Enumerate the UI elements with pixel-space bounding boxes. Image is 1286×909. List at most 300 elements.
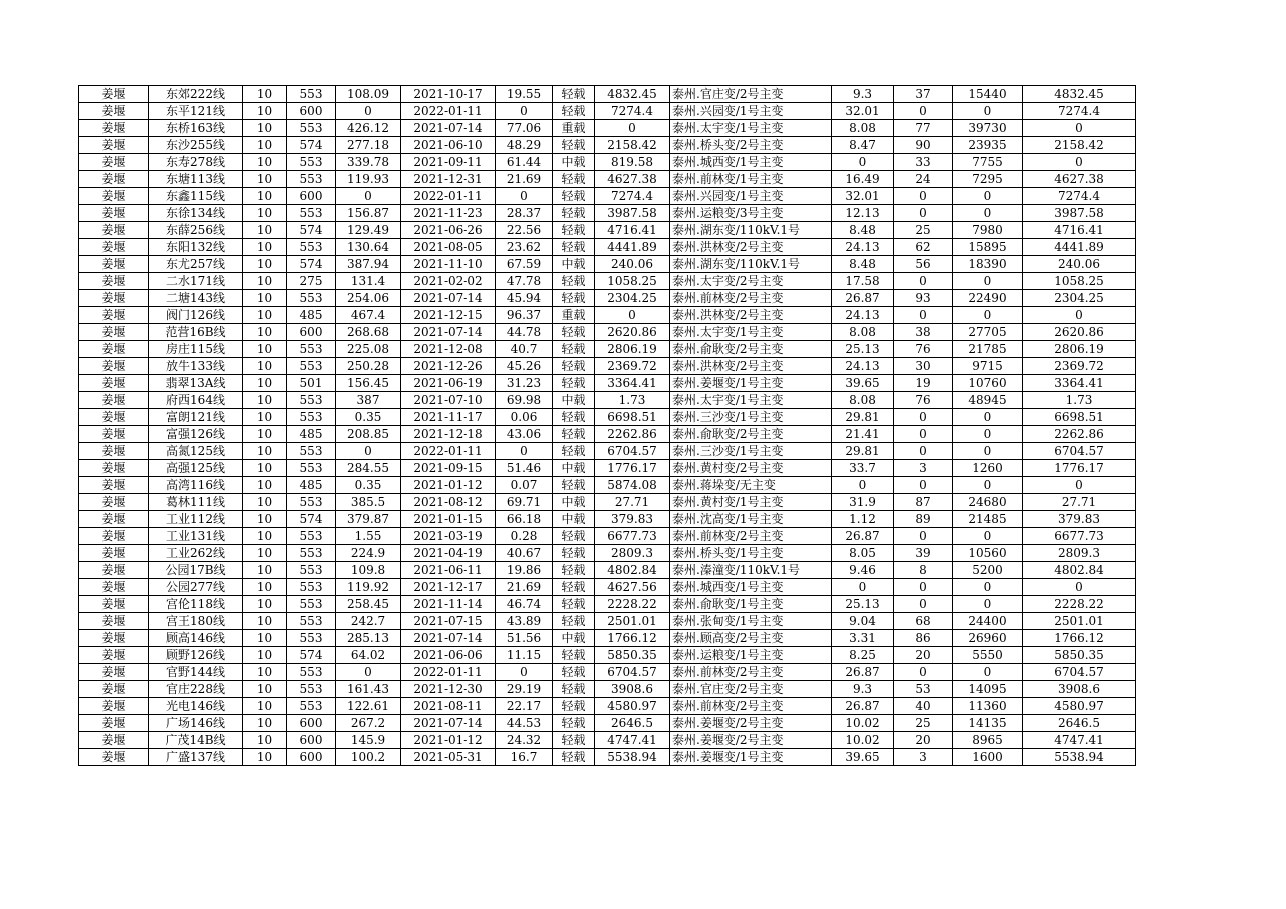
cell-line-name: 东塘113线 [149,171,243,188]
cell-capacity: 600 [287,188,336,205]
cell-margin: 2304.25 [595,290,670,307]
cell-count: 93 [894,290,953,307]
cell-margin: 2646.5 [595,715,670,732]
cell-value: 9715 [953,358,1023,375]
cell-final-margin: 2304.25 [1023,290,1136,307]
cell-capacity: 600 [287,749,336,766]
cell-value: 22490 [953,290,1023,307]
cell-final-margin: 0 [1023,154,1136,171]
cell-margin: 5850.35 [595,647,670,664]
cell-date: 2021-12-08 [401,341,496,358]
cell-value: 48945 [953,392,1023,409]
cell-count: 53 [894,681,953,698]
cell-load: 0 [336,664,401,681]
cell-substation-transformer: 泰州.蒋垛变/无主变 [670,477,832,494]
cell-line-name: 高氮125线 [149,443,243,460]
cell-load: 131.4 [336,273,401,290]
cell-load-status: 轻载 [553,205,595,222]
cell-region: 姜堰 [79,664,149,681]
cell-transformer-rate: 26.87 [832,290,894,307]
cell-voltage: 10 [243,171,287,188]
cell-final-margin: 4802.84 [1023,562,1136,579]
cell-load-rate: 43.06 [496,426,553,443]
cell-substation-transformer: 泰州.太宇变/1号主变 [670,392,832,409]
cell-region: 姜堰 [79,256,149,273]
cell-transformer-rate: 39.65 [832,375,894,392]
cell-substation-transformer: 泰州.前林变/2号主变 [670,290,832,307]
cell-date: 2021-12-31 [401,171,496,188]
cell-voltage: 10 [243,120,287,137]
cell-load-status: 中载 [553,630,595,647]
table-row [79,460,1136,477]
cell-date: 2021-03-19 [401,528,496,545]
table-row [79,613,1136,630]
cell-date: 2021-12-30 [401,681,496,698]
cell-count: 0 [894,596,953,613]
cell-region: 姜堰 [79,239,149,256]
cell-date: 2021-11-23 [401,205,496,222]
cell-value: 0 [953,579,1023,596]
cell-capacity: 553 [287,290,336,307]
cell-load: 130.64 [336,239,401,256]
cell-substation-transformer: 泰州.姜堰变/2号主变 [670,715,832,732]
cell-voltage: 10 [243,86,287,103]
cell-margin: 2369.72 [595,358,670,375]
cell-region: 姜堰 [79,511,149,528]
cell-load-status: 轻载 [553,545,595,562]
cell-voltage: 10 [243,137,287,154]
cell-margin: 1776.17 [595,460,670,477]
cell-substation-transformer: 泰州.运粮变/3号主变 [670,205,832,222]
cell-capacity: 553 [287,392,336,409]
cell-capacity: 553 [287,613,336,630]
cell-load: 208.85 [336,426,401,443]
cell-load-status: 中载 [553,256,595,273]
cell-region: 姜堰 [79,426,149,443]
cell-line-name: 高强125线 [149,460,243,477]
cell-value: 15440 [953,86,1023,103]
cell-transformer-rate: 29.81 [832,409,894,426]
cell-transformer-rate: 10.02 [832,732,894,749]
cell-capacity: 553 [287,443,336,460]
cell-region: 姜堰 [79,392,149,409]
cell-load: 0 [336,103,401,120]
cell-line-name: 工业131线 [149,528,243,545]
cell-load-rate: 44.78 [496,324,553,341]
cell-line-name: 东尤257线 [149,256,243,273]
table-body [79,86,1136,766]
cell-margin: 2620.86 [595,324,670,341]
cell-final-margin: 3908.6 [1023,681,1136,698]
cell-capacity: 574 [287,256,336,273]
table-row [79,562,1136,579]
cell-final-margin: 2620.86 [1023,324,1136,341]
cell-load-status: 轻载 [553,715,595,732]
cell-load: 385.5 [336,494,401,511]
cell-value: 24400 [953,613,1023,630]
cell-voltage: 10 [243,239,287,256]
cell-final-margin: 6677.73 [1023,528,1136,545]
cell-line-name: 宫伦118线 [149,596,243,613]
cell-load-rate: 61.44 [496,154,553,171]
cell-substation-transformer: 泰州.城西变/1号主变 [670,579,832,596]
cell-count: 76 [894,341,953,358]
cell-load-rate: 16.7 [496,749,553,766]
cell-line-name: 阀门126线 [149,307,243,324]
cell-value: 14095 [953,681,1023,698]
cell-capacity: 553 [287,664,336,681]
cell-voltage: 10 [243,494,287,511]
cell-final-margin: 4580.97 [1023,698,1136,715]
cell-voltage: 10 [243,341,287,358]
cell-region: 姜堰 [79,171,149,188]
cell-transformer-rate: 24.13 [832,307,894,324]
cell-voltage: 10 [243,562,287,579]
cell-count: 0 [894,528,953,545]
cell-final-margin: 4441.89 [1023,239,1136,256]
cell-load-status: 轻载 [553,562,595,579]
cell-load-rate: 24.32 [496,732,553,749]
cell-margin: 0 [595,120,670,137]
cell-substation-transformer: 泰州.俞耿变/2号主变 [670,341,832,358]
cell-load-status: 重载 [553,120,595,137]
cell-capacity: 501 [287,375,336,392]
table-row [79,188,1136,205]
cell-value: 0 [953,528,1023,545]
cell-value: 21485 [953,511,1023,528]
cell-count: 25 [894,222,953,239]
cell-transformer-rate: 8.48 [832,222,894,239]
cell-capacity: 553 [287,579,336,596]
cell-load-status: 轻载 [553,613,595,630]
cell-voltage: 10 [243,256,287,273]
cell-line-name: 东薛256线 [149,222,243,239]
cell-margin: 6698.51 [595,409,670,426]
table-row [79,579,1136,596]
cell-date: 2022-01-11 [401,103,496,120]
cell-line-name: 东桥163线 [149,120,243,137]
table-row [79,205,1136,222]
cell-region: 姜堰 [79,290,149,307]
cell-capacity: 553 [287,358,336,375]
cell-line-name: 东徐134线 [149,205,243,222]
cell-capacity: 553 [287,341,336,358]
cell-substation-transformer: 泰州.三沙变/1号主变 [670,409,832,426]
cell-count: 68 [894,613,953,630]
cell-load: 268.68 [336,324,401,341]
cell-region: 姜堰 [79,443,149,460]
cell-transformer-rate: 1.12 [832,511,894,528]
cell-line-name: 广盛137线 [149,749,243,766]
cell-date: 2021-01-12 [401,477,496,494]
table-row [79,392,1136,409]
cell-load: 1.55 [336,528,401,545]
table-row [79,545,1136,562]
cell-line-name: 府西164线 [149,392,243,409]
cell-value: 5200 [953,562,1023,579]
cell-load: 0.35 [336,409,401,426]
cell-region: 姜堰 [79,222,149,239]
cell-transformer-rate: 29.81 [832,443,894,460]
cell-transformer-rate: 9.3 [832,681,894,698]
cell-margin: 4747.41 [595,732,670,749]
cell-load-status: 轻载 [553,188,595,205]
table-row [79,749,1136,766]
cell-date: 2021-04-19 [401,545,496,562]
cell-region: 姜堰 [79,528,149,545]
table-row [79,154,1136,171]
cell-capacity: 485 [287,477,336,494]
cell-load-rate: 0.06 [496,409,553,426]
cell-margin: 7274.4 [595,188,670,205]
cell-load-rate: 45.94 [496,290,553,307]
cell-date: 2021-07-10 [401,392,496,409]
cell-load: 156.87 [336,205,401,222]
cell-capacity: 553 [287,460,336,477]
cell-count: 38 [894,324,953,341]
cell-load-status: 中载 [553,494,595,511]
cell-region: 姜堰 [79,375,149,392]
cell-voltage: 10 [243,528,287,545]
cell-margin: 2501.01 [595,613,670,630]
cell-load: 161.43 [336,681,401,698]
cell-substation-transformer: 泰州.太宇变/1号主变 [670,324,832,341]
cell-margin: 2158.42 [595,137,670,154]
table-row [79,715,1136,732]
cell-load: 426.12 [336,120,401,137]
cell-date: 2021-12-17 [401,579,496,596]
cell-capacity: 553 [287,154,336,171]
cell-load-status: 轻载 [553,103,595,120]
cell-final-margin: 0 [1023,307,1136,324]
cell-region: 姜堰 [79,477,149,494]
cell-date: 2021-12-15 [401,307,496,324]
cell-load-status: 轻载 [553,222,595,239]
cell-value: 21785 [953,341,1023,358]
cell-transformer-rate: 26.87 [832,698,894,715]
cell-voltage: 10 [243,392,287,409]
cell-voltage: 10 [243,375,287,392]
cell-transformer-rate: 8.08 [832,120,894,137]
cell-load-status: 中载 [553,154,595,171]
cell-load: 0 [336,188,401,205]
cell-substation-transformer: 泰州.前林变/1号主变 [670,171,832,188]
cell-voltage: 10 [243,154,287,171]
cell-date: 2021-08-05 [401,239,496,256]
cell-final-margin: 7274.4 [1023,103,1136,120]
table-row [79,222,1136,239]
cell-date: 2021-02-02 [401,273,496,290]
cell-capacity: 574 [287,647,336,664]
table-row [79,664,1136,681]
cell-value: 5550 [953,647,1023,664]
table-row [79,324,1136,341]
cell-load-rate: 46.74 [496,596,553,613]
cell-final-margin: 2369.72 [1023,358,1136,375]
cell-value: 23935 [953,137,1023,154]
cell-transformer-rate: 21.41 [832,426,894,443]
cell-voltage: 10 [243,409,287,426]
cell-transformer-rate: 10.02 [832,715,894,732]
cell-load: 145.9 [336,732,401,749]
cell-substation-transformer: 泰州.桥头变/1号主变 [670,545,832,562]
cell-load: 277.18 [336,137,401,154]
cell-load: 224.9 [336,545,401,562]
cell-transformer-rate: 3.31 [832,630,894,647]
cell-region: 姜堰 [79,188,149,205]
cell-region: 姜堰 [79,613,149,630]
cell-load-rate: 23.62 [496,239,553,256]
cell-count: 20 [894,647,953,664]
cell-count: 89 [894,511,953,528]
cell-line-name: 官庄228线 [149,681,243,698]
cell-margin: 4627.56 [595,579,670,596]
table-row [79,273,1136,290]
cell-load-status: 轻载 [553,409,595,426]
cell-load-rate: 66.18 [496,511,553,528]
cell-date: 2021-01-15 [401,511,496,528]
cell-line-name: 顾野126线 [149,647,243,664]
cell-load: 285.13 [336,630,401,647]
cell-region: 姜堰 [79,630,149,647]
cell-value: 0 [953,307,1023,324]
cell-value: 14135 [953,715,1023,732]
cell-voltage: 10 [243,460,287,477]
cell-load-status: 轻载 [553,596,595,613]
cell-transformer-rate: 8.08 [832,392,894,409]
cell-transformer-rate: 31.9 [832,494,894,511]
cell-load-rate: 69.98 [496,392,553,409]
cell-line-name: 东阳132线 [149,239,243,256]
cell-load-status: 轻载 [553,290,595,307]
cell-date: 2021-07-14 [401,715,496,732]
cell-load: 0 [336,443,401,460]
cell-load-rate: 0 [496,443,553,460]
cell-voltage: 10 [243,715,287,732]
cell-load: 225.08 [336,341,401,358]
cell-value: 0 [953,664,1023,681]
cell-final-margin: 0 [1023,477,1136,494]
cell-margin: 4627.38 [595,171,670,188]
cell-transformer-rate: 39.65 [832,749,894,766]
cell-voltage: 10 [243,681,287,698]
cell-date: 2021-11-10 [401,256,496,273]
cell-load: 109.8 [336,562,401,579]
cell-date: 2021-08-12 [401,494,496,511]
cell-load: 129.49 [336,222,401,239]
cell-voltage: 10 [243,324,287,341]
cell-load: 0.35 [336,477,401,494]
cell-substation-transformer: 泰州.兴园变/1号主变 [670,188,832,205]
cell-transformer-rate: 8.25 [832,647,894,664]
cell-final-margin: 5538.94 [1023,749,1136,766]
cell-region: 姜堰 [79,273,149,290]
cell-final-margin: 27.71 [1023,494,1136,511]
cell-count: 3 [894,749,953,766]
cell-load-status: 轻载 [553,273,595,290]
cell-load: 379.87 [336,511,401,528]
cell-margin: 3987.58 [595,205,670,222]
cell-final-margin: 0 [1023,120,1136,137]
cell-count: 33 [894,154,953,171]
table-row [79,409,1136,426]
table-row [79,494,1136,511]
cell-margin: 819.58 [595,154,670,171]
cell-value: 8965 [953,732,1023,749]
cell-date: 2021-06-26 [401,222,496,239]
cell-voltage: 10 [243,647,287,664]
cell-date: 2021-06-10 [401,137,496,154]
cell-value: 18390 [953,256,1023,273]
cell-load: 156.45 [336,375,401,392]
cell-load-rate: 21.69 [496,171,553,188]
cell-transformer-rate: 26.87 [832,528,894,545]
cell-load-status: 轻载 [553,664,595,681]
cell-count: 0 [894,103,953,120]
cell-region: 姜堰 [79,545,149,562]
cell-margin: 4802.84 [595,562,670,579]
cell-date: 2021-05-31 [401,749,496,766]
cell-load-status: 轻载 [553,239,595,256]
cell-count: 0 [894,664,953,681]
cell-capacity: 485 [287,426,336,443]
cell-date: 2021-11-14 [401,596,496,613]
cell-voltage: 10 [243,579,287,596]
cell-load-status: 轻载 [553,137,595,154]
cell-capacity: 553 [287,205,336,222]
cell-load: 387 [336,392,401,409]
cell-count: 76 [894,392,953,409]
cell-date: 2022-01-11 [401,188,496,205]
cell-count: 90 [894,137,953,154]
cell-capacity: 600 [287,715,336,732]
table-row [79,698,1136,715]
cell-final-margin: 2228.22 [1023,596,1136,613]
cell-transformer-rate: 9.46 [832,562,894,579]
cell-date: 2021-07-14 [401,324,496,341]
cell-count: 37 [894,86,953,103]
cell-final-margin: 6704.57 [1023,664,1136,681]
cell-load-rate: 22.17 [496,698,553,715]
cell-region: 姜堰 [79,562,149,579]
table-row [79,426,1136,443]
cell-load-status: 轻载 [553,681,595,698]
cell-line-name: 公园17B线 [149,562,243,579]
cell-capacity: 275 [287,273,336,290]
cell-voltage: 10 [243,613,287,630]
cell-capacity: 574 [287,511,336,528]
cell-value: 39730 [953,120,1023,137]
cell-line-name: 公园277线 [149,579,243,596]
cell-margin: 7274.4 [595,103,670,120]
cell-load-rate: 0.07 [496,477,553,494]
cell-load: 122.61 [336,698,401,715]
cell-load-rate: 19.86 [496,562,553,579]
cell-final-margin: 2501.01 [1023,613,1136,630]
cell-final-margin: 3987.58 [1023,205,1136,222]
cell-capacity: 553 [287,562,336,579]
cell-capacity: 553 [287,681,336,698]
table-row [79,681,1136,698]
cell-load: 467.4 [336,307,401,324]
cell-margin: 2806.19 [595,341,670,358]
cell-load-rate: 44.53 [496,715,553,732]
cell-value: 0 [953,596,1023,613]
cell-final-margin: 4747.41 [1023,732,1136,749]
cell-margin: 2228.22 [595,596,670,613]
cell-margin: 6704.57 [595,443,670,460]
cell-date: 2021-06-11 [401,562,496,579]
